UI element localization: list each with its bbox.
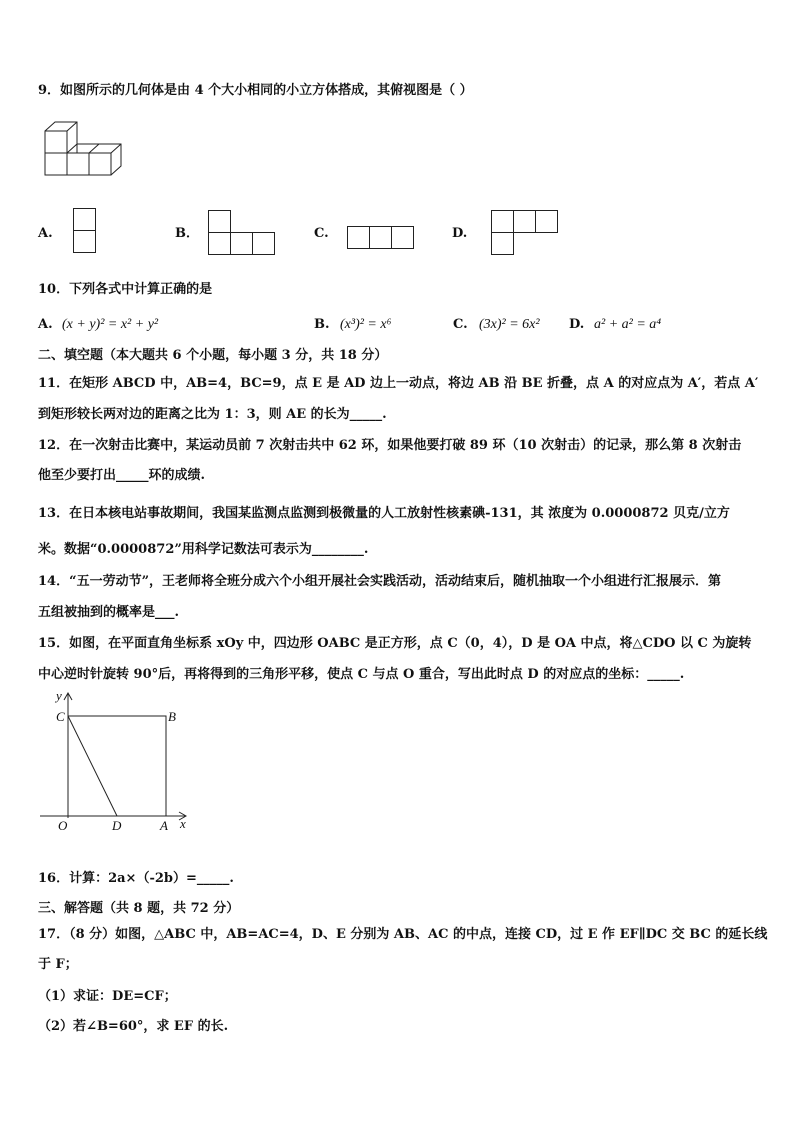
q10-option-b-label: B.	[314, 317, 330, 332]
q10-option-d-formula: a² + a² = a⁴	[594, 317, 662, 332]
q14-line1: 14．“五一劳动节”，王老师将全班分成六个小组开展社会实践活动，活动结束后，随机抽取一个小组进行汇报展示．第	[38, 574, 722, 589]
q9-option-d-figure	[491, 210, 559, 256]
q15-label-o: O	[58, 818, 68, 833]
q17-part2: （2）若∠B=60°，求 EF 的长.	[38, 1019, 229, 1034]
q11-line2: 到矩形较长两对边的距离之比为 1：3，则 AE 的长为_____.	[38, 407, 387, 422]
q9-option-b-label: B．	[175, 226, 199, 241]
q12-line1: 12．在一次射击比赛中，某运动员前 7 次射击共中 62 环，如果他要打破 89 环（10 次射击）的记录，那么第 8 次射击	[38, 438, 742, 453]
q10-option-b-formula: (x³)² = x⁶	[340, 317, 392, 332]
q14-line2: 五组被抽到的概率是___.	[38, 605, 180, 620]
section2-heading: 二、填空题（本大题共 6 个小题，每小题 3 分，共 18 分）	[38, 348, 388, 363]
q15-label-c: C	[56, 709, 65, 724]
q11-line1: 11．在矩形 ABCD 中，AB=4，BC=9，点 E 是 AD 边上一动点，将边 AB 沿 BE 折叠，点 A 的对应点为 A′，若点 A′	[38, 376, 759, 391]
q15-label-d: D	[112, 818, 122, 833]
q9-option-c-figure	[347, 226, 415, 250]
q13-line1: 13．在日本核电站事故期间，我国某监测点监测到极微量的人工放射性核素碘-131，其 浓度为 0.0000872 贝克/立方	[38, 506, 730, 521]
section3-heading: 三、解答题（共 8 题，共 72 分）	[38, 901, 240, 916]
q9-option-a-figure	[73, 208, 97, 254]
q9-option-a-label: A.	[38, 226, 53, 241]
q10-option-a-formula: (x + y)² = x² + y²	[62, 317, 159, 332]
q15-label-y: y	[56, 688, 62, 703]
q10-option-a-label: A.	[38, 317, 53, 332]
q15-line1: 15．如图，在平面直角坐标系 xOy 中，四边形 OABC 是正方形，点 C（0，4），D 是 OA 中点，将△CDO 以 C 为旋转	[38, 636, 752, 651]
q15-label-x: x	[180, 816, 186, 831]
q13-line2: 米。数据“0.0000872”用科学记数法可表示为________.	[38, 542, 369, 557]
q15-line2: 中心逆时针旋转 90°后，再将得到的三角形平移，使点 C 与点 O 重合，写出此时点 D 的对应点的坐标：_____.	[38, 667, 685, 682]
q10-option-c-label: C.	[453, 317, 468, 332]
q16-text: 16．计算：2a×（-2b）=_____.	[38, 871, 234, 886]
q9-solid-figure	[44, 120, 134, 180]
q9-text: 9．如图所示的几何体是由 4 个大小相同的小立方体搭成，其俯视图是（ ）	[38, 83, 473, 98]
q10-option-d-label: D.	[569, 317, 585, 332]
q10-option-c-formula: (3x)² = 6x²	[479, 317, 540, 332]
q9-option-d-label: D.	[452, 226, 468, 241]
q10-text: 10．下列各式中计算正确的是	[38, 282, 213, 297]
q15-label-b: B	[168, 709, 176, 724]
q15-label-a: A	[160, 818, 168, 833]
q17-line1: 17．（8 分）如图，△ABC 中，AB=AC=4，D、E 分别为 AB、AC 的中点，连接 CD，过 E 作 EF∥DC 交 BC 的延长线	[38, 927, 768, 942]
q9-option-c-label: C.	[314, 226, 329, 241]
q12-line2: 他至少要打出_____环的成绩.	[38, 468, 206, 483]
q9-option-b-figure	[208, 210, 276, 256]
q17-part1: （1）求证：DE=CF；	[38, 989, 177, 1004]
q17-line2: 于 F；	[38, 957, 78, 972]
